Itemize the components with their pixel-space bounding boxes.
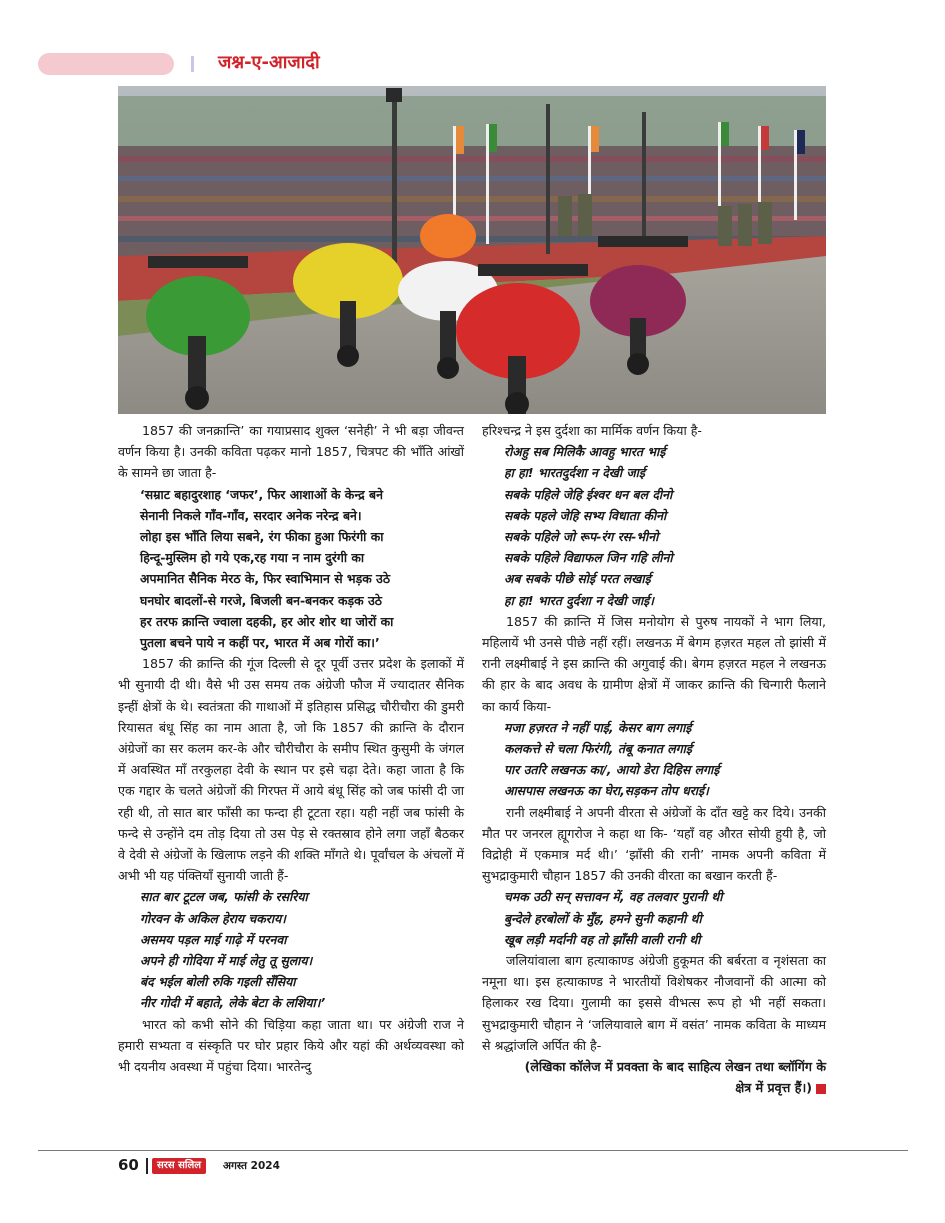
magazine-logo: सरस सलिल: [152, 1158, 206, 1174]
left-paragraph-2: 1857 की क्रान्ति की गूंज दिल्ली से दूर पूर्वी उत्तर प्रदेश के इलाकों में भी सुनायी दी थी। वैसे भी उस समय तक अंग्रेजी फौज में ज्यादातर सैनिक इन्हीं क्षेत्रों के थे। स्वतंत्रता की गाथाओं में इतिहास प्रसिद्ध चौरीचौरा की डुमरी रियासत बंधू सिंह का नाम आता है, जो कि 1857 की क्रान्ति के दौरान अंग्रेजों का सर कलम कर-के और चौरीचौरा के समीप स्थित कुसुमी के जंगल में अवस्थित माँ तरकुलहा देवी के स्थान पर इसे चढ़ा देते। कहा जाता है कि एक गद्दार के चलते अंग्रेजों की गिरफ्त में आये बंधू सिंह को जब फांसी दी जा रही थी, तो सात बार फाँसी का फन्दा ही टूटता रहा। यही नहीं जब फांसी के फन्दे से उन्होंने दम तोड़ दिया तो उस पेड़ से रक्तस्राव होने लगा जहाँ बैठकर वे देवी से अंग्रेजों के खिलाफ लड़ने की शक्ति माँगते थे। पूर्वांचल के अंचलों में अभी भी यह पंक्तियाँ सुनायी जाती हैं-: [118, 656, 464, 884]
poem-line: हा हा! भारतदुर्दशा न देखी जाई: [504, 465, 645, 481]
parade-photo: [118, 86, 826, 414]
header-divider: [191, 56, 194, 72]
right-paragraph-1: हरिश्चन्द्र ने इस दुर्दशा का मार्मिक वर्णन किया है-: [482, 423, 702, 438]
footer-rule: [38, 1150, 908, 1151]
jhansi-poem: [504, 886, 826, 950]
issue-date: अगस्त 2024: [223, 1160, 280, 1172]
right-paragraph-3: रानी लक्ष्मीबाई ने अपनी वीरता से अंग्रेजों के दाँत खट्टे कर दिये। उनकी मौत पर जनरल ह्यूगरोज ने कहा था कि- ‘यहाँ वह औरत सोयी हुयी है, जो विद्रोही में एकमात्र मर्द थी।’ ‘झाँसी की रानी’ नामक अपनी कविता में सुभद्राकुमारी चौहान 1857 की उनकी वीरता का बखान करती हैं-: [482, 804, 826, 884]
right-paragraph-4: जलियांवाला बाग हत्याकाण्ड अंग्रेजी हुकूमत की बर्बरता व नृशंसता का नमूना था। इस हत्याकाण्ड ने भारतीयों विशेषकर नौजवानों की आत्मा को हिलाकर रख दिया। गुलामी का इससे वीभत्स रूप हो भी नहीं सकता। सुभद्राकुमारी चौहान ने ‘जलियावाले बाग में वसंत’ नामक कविता के माध्यम से श्रद्धांजलि अर्पित की है-: [482, 953, 826, 1053]
poem-line: कलकत्ते से चला फिरंगी, तंबू कनात लगाई: [504, 741, 692, 757]
poem-line: खूब लड़ी मर्दानी वह तो झाँसी वाली रानी थी: [504, 931, 701, 947]
poem-line: सात बार टूटल जब, फांसी के रसरिया: [140, 889, 308, 905]
folk-song: [140, 886, 464, 1013]
right-column: [482, 420, 826, 1099]
poem-line: बुन्देले हरबोलों के मुँह, हमने सुनी कहानी थी: [504, 910, 702, 926]
left-paragraph-3: भारत को कभी सोने की चिड़िया कहा जाता था। पर अंग्रेजी राज ने हमारी सभ्यता व संस्कृति पर घोर प्रहार किये और यहां की अर्थव्यवस्था को भी दयनीय अवस्था में पहुंचा दिया। भारतेन्दु: [118, 1016, 464, 1075]
poem-line: बंद भईल बोली रुकि गइली सँसिया: [140, 974, 296, 990]
poem-line: गोरवन के अकिल हेराय चकराय।: [140, 910, 286, 926]
poem-line: सबके पहिले जेहि ईश्वर धन बल दीनो: [504, 486, 673, 502]
page-number: 60: [118, 1156, 139, 1174]
bharatendu-poem: [504, 441, 826, 611]
sanehi-poem: [140, 484, 464, 654]
poem-line: अब सबके पीछे सोई परत लखाई: [504, 571, 651, 587]
left-paragraph-1: 1857 की जनक्रान्ति’ का गयाप्रसाद शुक्ल ‘सनेही’ ने भी बड़ा जीवन्त वर्णन किया है। उनकी कविता पढ़कर मानो 1857, चित्रपट की भाँति आंखों के सामने छा जाता है-: [118, 423, 464, 481]
poem-line: हा हा! भारत दुर्दशा न देखी जाई।: [504, 592, 654, 608]
awadh-song: [504, 717, 826, 802]
end-mark-icon: [816, 1084, 826, 1094]
poem-line: हर तरफ क्रान्ति ज्वाला दहकी, हर ओर शोर था जोरों का: [140, 613, 394, 629]
poem-line: पार उतरि लखनऊ का/, आयो डेरा दिहिस लगाई: [504, 762, 720, 778]
poem-line: पुतला बचने पाये न कहीं पर, भारत में अब गोरों का।’: [140, 635, 380, 651]
poem-line: चमक उठी सन् सत्तावन में, वह तलवार पुरानी थी: [504, 889, 723, 905]
poem-line: सबके पहले जेहि सभ्य विधाता कीनो: [504, 507, 667, 523]
poem-line: सबके पहिले विद्याफल जिन गहि लीनो: [504, 550, 673, 566]
poem-line: मजा हज़रत ने नहीं पाई, केसर बाग लगाई: [504, 719, 692, 735]
author-note-text: (लेखिका कॉलेज में प्रवक्ता के बाद साहित्य लेखन तथा ब्लॉगिंग के क्षेत्र में प्रवृत्त हैं।): [524, 1059, 826, 1096]
poem-line: सेनानी निकले गाँव-गाँव, सरदार अनेक नरेन्द्र बने।: [140, 507, 362, 523]
poem-line: रोअहु सब मिलिकै आवहु भारत भाई: [504, 444, 666, 460]
poem-line: लोहा इस भाँति लिया सबने, रंग फीका हुआ फिरंगी का: [140, 529, 384, 545]
section-title: जश्न-ए-आजादी: [218, 52, 320, 73]
poem-line: ‘सम्राट बहादुरशाह ‘जफर’, फिर आशाओं के केन्द्र बने: [140, 486, 383, 502]
poem-line: घनघोर बादलों-से गरजे, बिजली बन-बनकर कड़क उठे: [140, 592, 382, 608]
poem-line: सबके पहिले जो रूप-रंग रस-भीनो: [504, 529, 659, 545]
poem-line: आसपास लखनऊ का घेरा,सड़कन तोप धराई।: [504, 783, 709, 799]
poem-line: अपमानित सैनिक मेरठ के, फिर स्वाभिमान से भड़क उठे: [140, 571, 391, 587]
poem-line: हिन्दू-मुस्लिम हो गये एक,रह गया न नाम दुरंगी का: [140, 550, 365, 566]
author-note: [482, 1056, 826, 1098]
poem-line: असमय पड़ल माई गाढ़े में परनवा: [140, 931, 287, 947]
right-paragraph-2: 1857 की क्रान्ति में जिस मनोयोग से पुरुष नायकों ने भाग लिया, महिलायें भी उनसे पीछे नहीं रहीं। लखनऊ में बेगम हज़रत महल तो झांसी में रानी लक्ष्मीबाई ने इस क्रान्ति की अगुवाई की। बेगम हज़रत महल ने लखनऊ की हार के बाद अवध के ग्रामीण क्षेत्रों में जाकर क्रान्ति की चिन्गारी फैलाने का कार्य किया-: [482, 613, 826, 714]
header-pill-decoration: [38, 53, 174, 75]
poem-line: अपने ही गोदिया में माई लेतु तू सुलाय।: [140, 953, 313, 969]
left-column: [118, 420, 464, 1077]
footer-separator: [146, 1158, 148, 1174]
poem-line: नीर गोदी में बहाते, लेके बेटा के लशिया।’: [140, 995, 326, 1011]
